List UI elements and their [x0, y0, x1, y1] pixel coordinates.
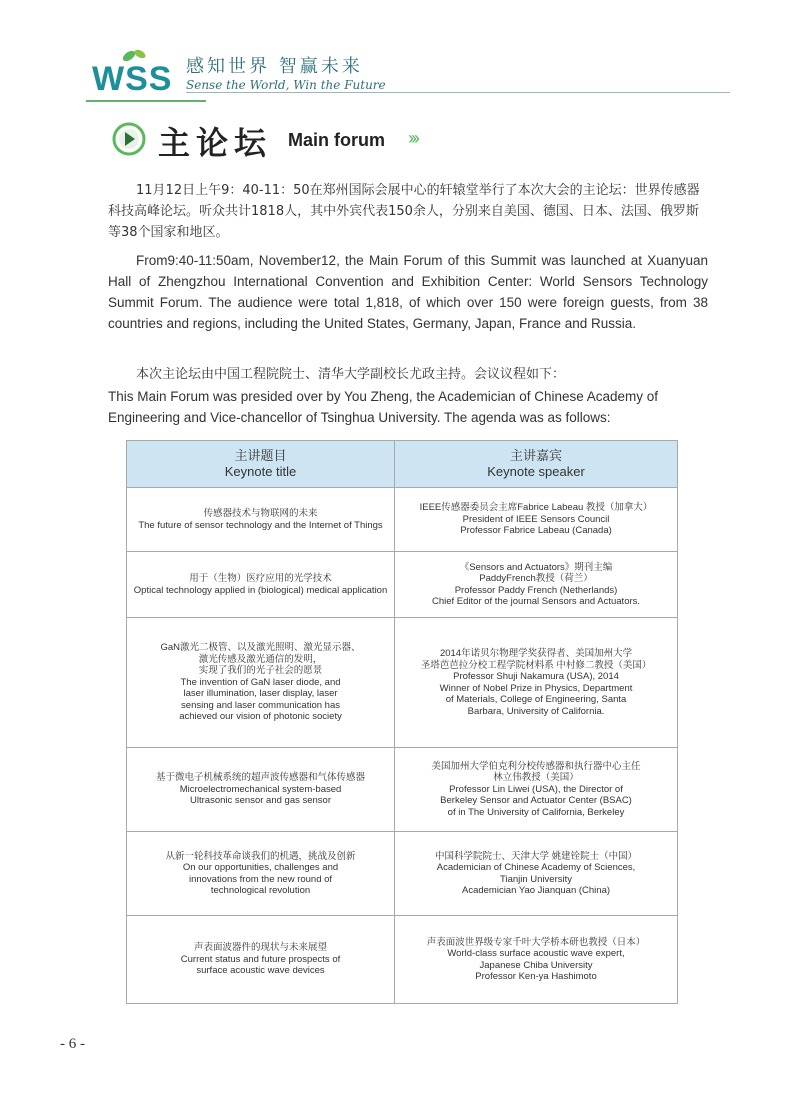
keynote-title-cell — [127, 916, 395, 1004]
logo-text: WSS — [92, 60, 173, 98]
header-title-cn: 主讲题目 — [234, 448, 287, 463]
host-paragraph-chinese: 本次主论坛由中国工程院院士、清华大学副校长尤政主持。会议议程如下： — [136, 367, 566, 382]
cell-line: sensing and laser communication has — [181, 699, 340, 711]
cell-line: Professor Shuji Nakamura (USA), 2014 — [453, 671, 619, 682]
table-row — [127, 552, 678, 618]
keynote-title-cell — [127, 488, 395, 552]
host-paragraph-english: This Main Forum was presided over by You Zheng, the Academician of Chinese Academy of Engineering and Vice-chancellor of Tsinghua University. The agenda was as follows: — [108, 389, 659, 425]
keynote-speaker-cell — [395, 618, 678, 748]
keynote-speaker-cell — [395, 552, 678, 618]
table-row — [127, 618, 678, 748]
keynote-title-cell — [127, 832, 395, 916]
cell-line: Chief Editor of the journal Sensors and Actuators. — [431, 596, 641, 607]
title-chinese: 主论坛 — [158, 124, 273, 162]
cell-line: 圣塔芭芭拉分校工程学院材料系 中村修二教授（美国） — [420, 659, 652, 671]
cell-line: 美国加州大学伯克利分校传感器和执行器中心主任 — [431, 760, 641, 772]
table-header-row — [127, 441, 678, 488]
section-title — [112, 118, 512, 162]
keynote-title-cell — [127, 552, 395, 618]
cell-line: The future of sensor technology and the Internet of Things — [138, 519, 383, 531]
title-english: Main forum — [288, 130, 385, 150]
cell-line: Tianjin University — [500, 873, 572, 885]
cell-line: Barbara, University of California. — [467, 705, 605, 717]
cell-line: Professor Ken-ya Hashimoto — [475, 971, 597, 982]
cell-line: 声表面波器件的现状与未来展望 — [194, 942, 328, 954]
header-keynote-speaker — [395, 441, 678, 488]
cell-line: 激光传感及激光通信的发明， — [198, 653, 323, 665]
cell-line: 声表面波世界级专家千叶大学桥本研也教授（日本） — [426, 936, 646, 948]
cell-line: innovations from the new round of — [188, 873, 333, 885]
cell-line: 基于微电子机械系统的超声波传感器和气体传感器 — [156, 772, 366, 784]
table-row — [127, 488, 678, 552]
header-accent-line — [86, 100, 206, 102]
cell-line: 中国科学院院士、天津大学 姚建铨院士（中国） — [434, 850, 638, 862]
keynote-speaker-cell — [395, 832, 678, 916]
cell-line: Professor Fabrice Labeau (Canada) — [460, 525, 612, 537]
header-divider — [186, 92, 730, 93]
cell-line: Professor Paddy French (Netherlands) — [454, 584, 618, 596]
cell-line: PaddyFrench教授（荷兰） — [479, 573, 593, 584]
cell-line: 林立伟教授（美国） — [493, 772, 579, 784]
cell-line: Academician Yao Jianquan (China) — [461, 885, 611, 896]
header-speaker-en: Keynote speaker — [487, 464, 585, 479]
cell-line: laser illumination, laser display, laser — [183, 688, 338, 700]
table-row — [127, 832, 678, 916]
intro-paragraph-chinese: 11月12日上午9：40-11：50在郑州国际会展中心的轩辕堂举行了本次大会的主论坛：世界传感器科技高峰论坛。听众共计1818人，其中外宾代表150余人，分别来自美国、德国、日本、法国、俄罗斯等38个国家和地区。 — [108, 183, 700, 240]
play-circle-icon — [112, 122, 146, 156]
cell-line: of Materials, College of Engineering, Santa — [445, 694, 627, 705]
table-row — [127, 748, 678, 832]
cell-line: Academician of Chinese Academy of Sciences, — [436, 862, 636, 873]
slogan-english: Sense the World, Win the Future — [186, 78, 386, 92]
cell-line: GaN激光二极管、以及激光照明、激光显示器、 — [160, 642, 361, 654]
cell-line: World-class surface acoustic wave expert, — [447, 948, 625, 959]
cell-line: Professor Lin Liwei (USA), the Director of — [449, 783, 623, 795]
cell-line: 用于（生物）医疗应用的光学技术 — [189, 573, 332, 584]
cell-line: IEEE传感器委员会主席Fabrice Labeau 教授（加拿大） — [419, 502, 653, 514]
wss-logo — [86, 46, 184, 102]
cell-line: Current status and future prospects of — [180, 953, 341, 965]
agenda-table — [126, 440, 678, 1004]
cell-line: 《Sensors and Actuators》期刊主编 — [459, 561, 613, 573]
cell-line: 2014年诺贝尔物理学奖获得者、美国加州大学 — [439, 648, 633, 659]
cell-line: On our opportunities, challenges and — [182, 862, 339, 873]
cell-line: achieved our vision of photonic society — [179, 711, 342, 723]
cell-line: of in The University of California, Berkeley — [447, 806, 625, 818]
cell-line: Optical technology applied in (biological) medical application — [133, 584, 388, 596]
cell-line: Japanese Chiba University — [479, 959, 593, 971]
cell-line: Winner of Nobel Prize in Physics, Department — [439, 682, 633, 694]
keynote-speaker-cell — [395, 488, 678, 552]
keynote-speaker-cell — [395, 748, 678, 832]
cell-line: technological revolution — [210, 885, 311, 896]
cell-line: 实现了我们的光子社会的愿景 — [198, 665, 323, 677]
header-title-en: Keynote title — [224, 464, 297, 479]
cell-line: Berkeley Sensor and Actuator Center (BSAC) — [440, 795, 632, 807]
keynote-title-cell — [127, 618, 395, 748]
page-number: - 6 - — [60, 1036, 85, 1052]
cell-line: The invention of GaN laser diode, and — [180, 676, 341, 688]
cell-line: Ultrasonic sensor and gas sensor — [190, 795, 332, 807]
cell-line: President of IEEE Sensors Council — [462, 513, 610, 525]
header-keynote-title — [127, 441, 395, 488]
cell-line: 从新一轮科技革命谈我们的机遇，挑战及创新 — [165, 850, 356, 862]
header-speaker-cn: 主讲嘉宾 — [510, 448, 563, 463]
intro-paragraph-english: From9:40-11:50am, November12, the Main Forum of this Summit was launched at Xuanyuan Hall of Zhengzhou International Convention and Exhibition Center: World Sensors Technology Summit Forum. The audience were total 1,818, of which over 150 were foreign guests, from 38 countries and regions, including the United States, Germany, Japan, France and Russia. — [108, 253, 708, 331]
table-row — [127, 916, 678, 1004]
chevrons-right-icon: ››› — [408, 128, 417, 148]
cell-line: surface acoustic wave devices — [196, 965, 325, 977]
page-header — [86, 44, 730, 104]
cell-line: 传感器技术与物联网的未来 — [203, 508, 318, 519]
keynote-speaker-cell — [395, 916, 678, 1004]
cell-line: Microelectromechanical system-based — [179, 783, 342, 795]
keynote-title-cell — [127, 748, 395, 832]
slogan-chinese: 感知世界 智赢未来 — [186, 56, 363, 77]
